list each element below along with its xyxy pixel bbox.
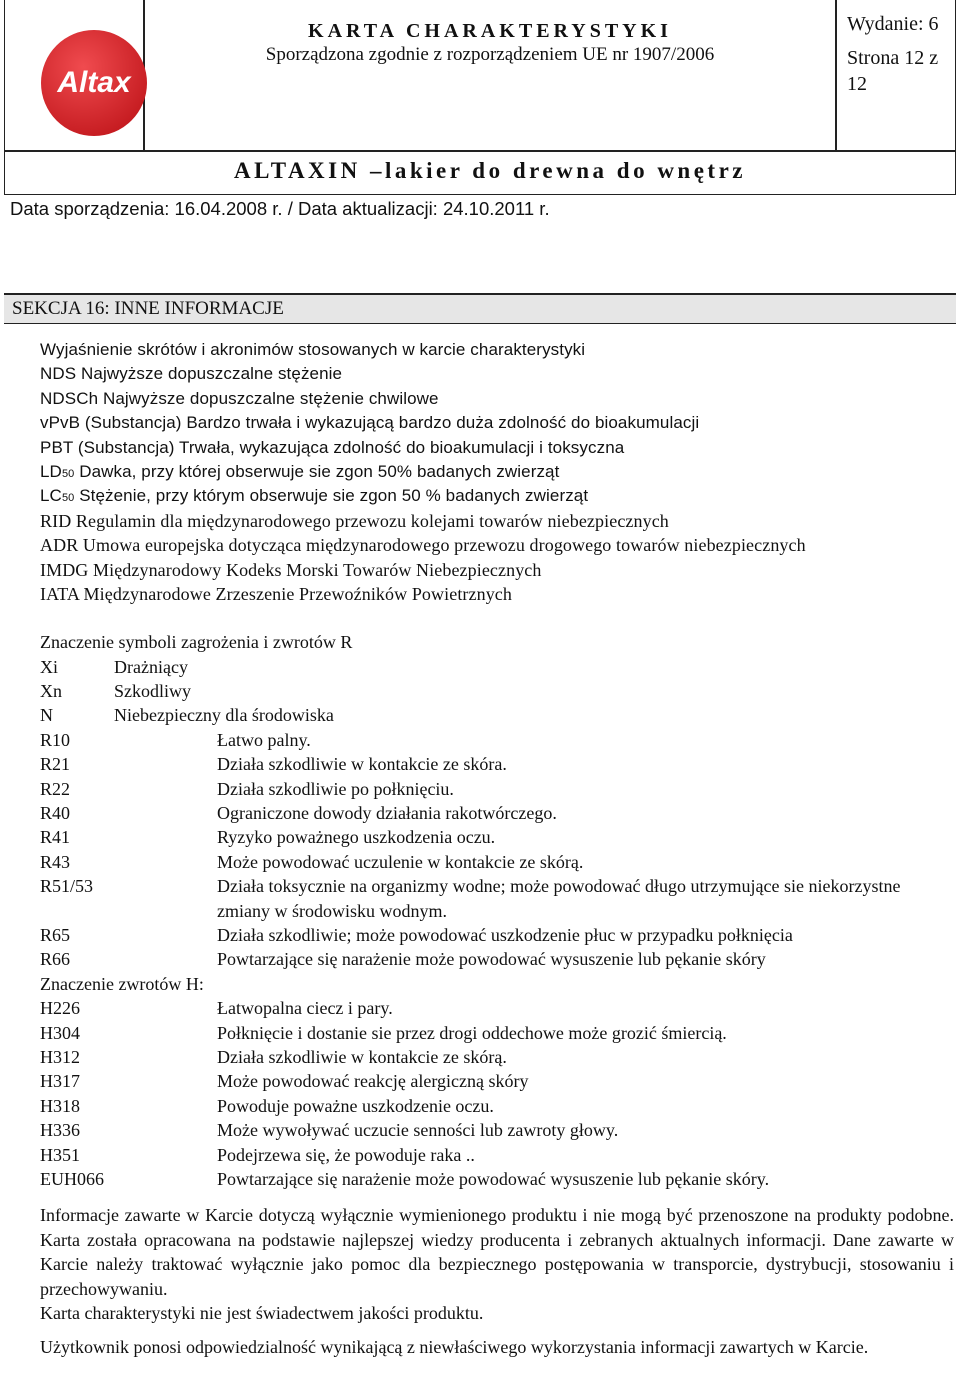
abbr-code: LC <box>40 486 62 506</box>
symbol-row <box>40 703 954 727</box>
phrase-code: R65 <box>40 925 71 945</box>
product-name: ALTAXIN –lakier do drewna do wnętrz <box>233 158 747 183</box>
r-phrase-row <box>40 825 954 849</box>
phrase-code: H336 <box>40 1120 80 1141</box>
phrase-code: R41 <box>40 827 71 848</box>
document-dates: Data sporządzenia: 16.04.2008 r. / Data aktualizacji: 24.10.2011 r. <box>10 198 550 219</box>
abbr-text: Stężenie, przy którym obserwuje sie zgon 50 % badanych zwierząt <box>74 486 589 506</box>
phrase-desc: Działa toksycznie na organizmy wodne; może powodować długo utrzymujące sie niekorzystne zmiany w środowisku wodnym. <box>217 876 901 921</box>
liability-paragraph: Użytkownik ponosi odpowiedzialność wynikającą z niewłaściwego wykorzystania informacji zawartych w Karcie. <box>40 1337 869 1358</box>
abbreviation-item-ld50 <box>40 460 954 484</box>
page-number: Strona 12 z 12 <box>847 47 939 95</box>
phrase-desc: Powtarzające się narażenie może powodować wysuszenie lub pękanie skóry. <box>217 1168 770 1189</box>
phrase-desc: Łatwo palny. <box>217 729 311 750</box>
h-phrases-heading: Znaczenie zwrotów H: <box>40 973 204 994</box>
symbol-desc: Niebezpieczny dla środowiska <box>114 705 334 726</box>
phrase-desc: Ryzyko poważnego uszkodzenia oczu. <box>217 827 496 848</box>
phrase-code: H351 <box>40 1144 80 1165</box>
phrase-code: R51/53 <box>40 876 94 897</box>
abbreviation-item: NDS Najwyższe dopuszczalne stężenie <box>40 364 343 384</box>
svg-text:Altax: Altax <box>57 66 131 99</box>
phrase-desc: Działa szkodliwie; może powodować uszkodzenie płuc w przypadku połknięcia <box>217 925 793 945</box>
phrase-desc: Działa szkodliwie po połknięciu. <box>217 778 454 799</box>
symbol-desc: Szkodliwy <box>114 681 192 702</box>
abbreviation-item: NDSCh Najwyższe dopuszczalne stężenie chwilowe <box>40 388 439 408</box>
symbols-heading: Znaczenie symboli zagrożenia i zwrotów R <box>40 632 353 653</box>
phrase-code: R43 <box>40 851 71 872</box>
phrase-code: H317 <box>40 1071 80 1092</box>
r-phrase-row <box>40 728 954 752</box>
info-paragraph: Informacje zawarte w Karcie dotyczą wyłącznie wymienionego produktu i nie mogą być przenoszone na produkty podobne. Karta została opracowana na podstawie najlepszej wiedzy producenta i zebranych aktualnych informacji. Dane zawarte w Karcie należy traktować wyłącznie jako pomoc dla bezpiecznego postępowania w transporcie, dystrybucji, stosowaniu i przechowywaniu. <box>40 1205 954 1299</box>
abbreviation-list <box>40 338 954 606</box>
phrase-code: H304 <box>40 1022 80 1043</box>
phrase-desc: Może powodować reakcję alergiczną skóry <box>217 1071 529 1092</box>
abbr-code: LD <box>40 461 62 481</box>
abbreviation-item-lc50 <box>40 484 954 508</box>
h-phrase-row <box>40 1045 954 1069</box>
phrase-desc: Połknięcie i dostanie sie przez drogi oddechowe może grozić śmiercią. <box>217 1022 727 1043</box>
phrase-code: R21 <box>40 754 71 775</box>
r-phrase-row <box>40 850 954 874</box>
r-phrase-row <box>40 801 954 825</box>
phrase-desc: Może powodować uczulenie w kontakcie ze skórą. <box>217 851 584 872</box>
header-divider <box>5 150 955 152</box>
h-phrase-row <box>40 1143 954 1167</box>
section-header <box>4 293 956 324</box>
abbreviation-item: IATA Międzynarodowe Zrzeszenie Przewoźników Powietrznych <box>40 583 512 604</box>
phrase-code: EUH066 <box>40 1168 104 1189</box>
phrase-desc: Działa szkodliwie w kontakcie ze skóra. <box>217 754 507 775</box>
symbol-row <box>40 679 954 703</box>
abbreviation-item: RID Regulamin dla międzynarodowego przewozu kolejami towarów niebezpiecznych <box>40 510 669 531</box>
phrase-code: R66 <box>40 949 71 970</box>
symbol-code: Xi <box>40 656 58 677</box>
abbreviation-item: IMDG Międzynarodowy Kodeks Morski Towarów Niebezpiecznych <box>40 559 542 580</box>
abbreviation-intro: Wyjaśnienie skrótów i akronimów stosowanych w karcie charakterystyki <box>40 340 586 359</box>
phrase-code: H312 <box>40 1046 80 1067</box>
section-title: SEKCJA 16: INNE INFORMACJE <box>12 298 284 319</box>
symbol-code: Xn <box>40 681 62 702</box>
phrase-code: R40 <box>40 803 71 824</box>
h-phrase-row <box>40 1167 954 1191</box>
h-phrase-row <box>40 1118 954 1142</box>
abbreviation-item: vPvB (Substancja) Bardzo trwała i wykazującą bardzo duża zdolność do bioakumulacji <box>40 413 700 433</box>
r-phrase-row <box>40 947 954 971</box>
phrase-code: H318 <box>40 1095 80 1116</box>
document-title: KARTA CHARAKTERYSTYKI <box>308 20 672 42</box>
symbol-row <box>40 655 954 679</box>
r-phrase-row <box>40 923 954 947</box>
document-header <box>4 0 956 195</box>
phrase-desc: Może wywoływać uczucie senności lub zawroty głowy. <box>217 1120 619 1141</box>
section-body <box>40 338 954 1360</box>
h-phrase-row <box>40 996 954 1020</box>
h-phrase-row <box>40 1094 954 1118</box>
abbreviation-item: PBT (Substancja) Trwała, wykazująca zdolność do bioakumulacji i toksyczna <box>40 437 625 457</box>
abbr-subscript: 50 <box>61 467 75 480</box>
r-phrase-row <box>40 874 954 923</box>
r-phrase-row <box>40 752 954 776</box>
symbol-desc: Drażniący <box>114 656 188 677</box>
h-phrase-row <box>40 1021 954 1045</box>
phrase-desc: Łatwopalna ciecz i pary. <box>217 998 393 1019</box>
phrase-desc: Powtarzające się narażenie może powodować wysuszenie lub pękanie skóry <box>217 949 766 970</box>
phrase-desc: Ograniczone dowody działania rakotwórczego. <box>217 803 557 824</box>
abbreviation-item: ADR Umowa europejska dotycząca międzynarodowego przewozu drogowego towarów niebezpiecznych <box>40 535 806 556</box>
abbr-text: Dawka, przy której obserwuje sie zgon 50% badanych zwierząt <box>74 461 560 481</box>
edition-number: Wydanie: 6 <box>847 13 939 35</box>
phrase-desc: Podejrzewa się, że powoduje raka .. <box>217 1144 475 1165</box>
header-divider <box>835 0 837 151</box>
quality-note: Karta charakterystyki nie jest świadectwem jakości produktu. <box>40 1302 484 1323</box>
altax-logo <box>39 28 149 138</box>
symbol-code: N <box>40 705 53 726</box>
phrase-code: R22 <box>40 778 71 799</box>
r-phrase-row <box>40 777 954 801</box>
h-phrase-row <box>40 1069 954 1093</box>
phrase-code: R10 <box>40 729 71 750</box>
phrase-desc: Działa szkodliwie w kontakcie ze skórą. <box>217 1046 507 1067</box>
document-subtitle: Sporządzona zgodnie z rozporządzeniem UE nr 1907/2006 <box>265 44 715 65</box>
phrase-code: H226 <box>40 998 80 1019</box>
abbr-subscript: 50 <box>61 492 75 505</box>
phrase-desc: Powoduje poważne uszkodzenie oczu. <box>217 1095 494 1116</box>
